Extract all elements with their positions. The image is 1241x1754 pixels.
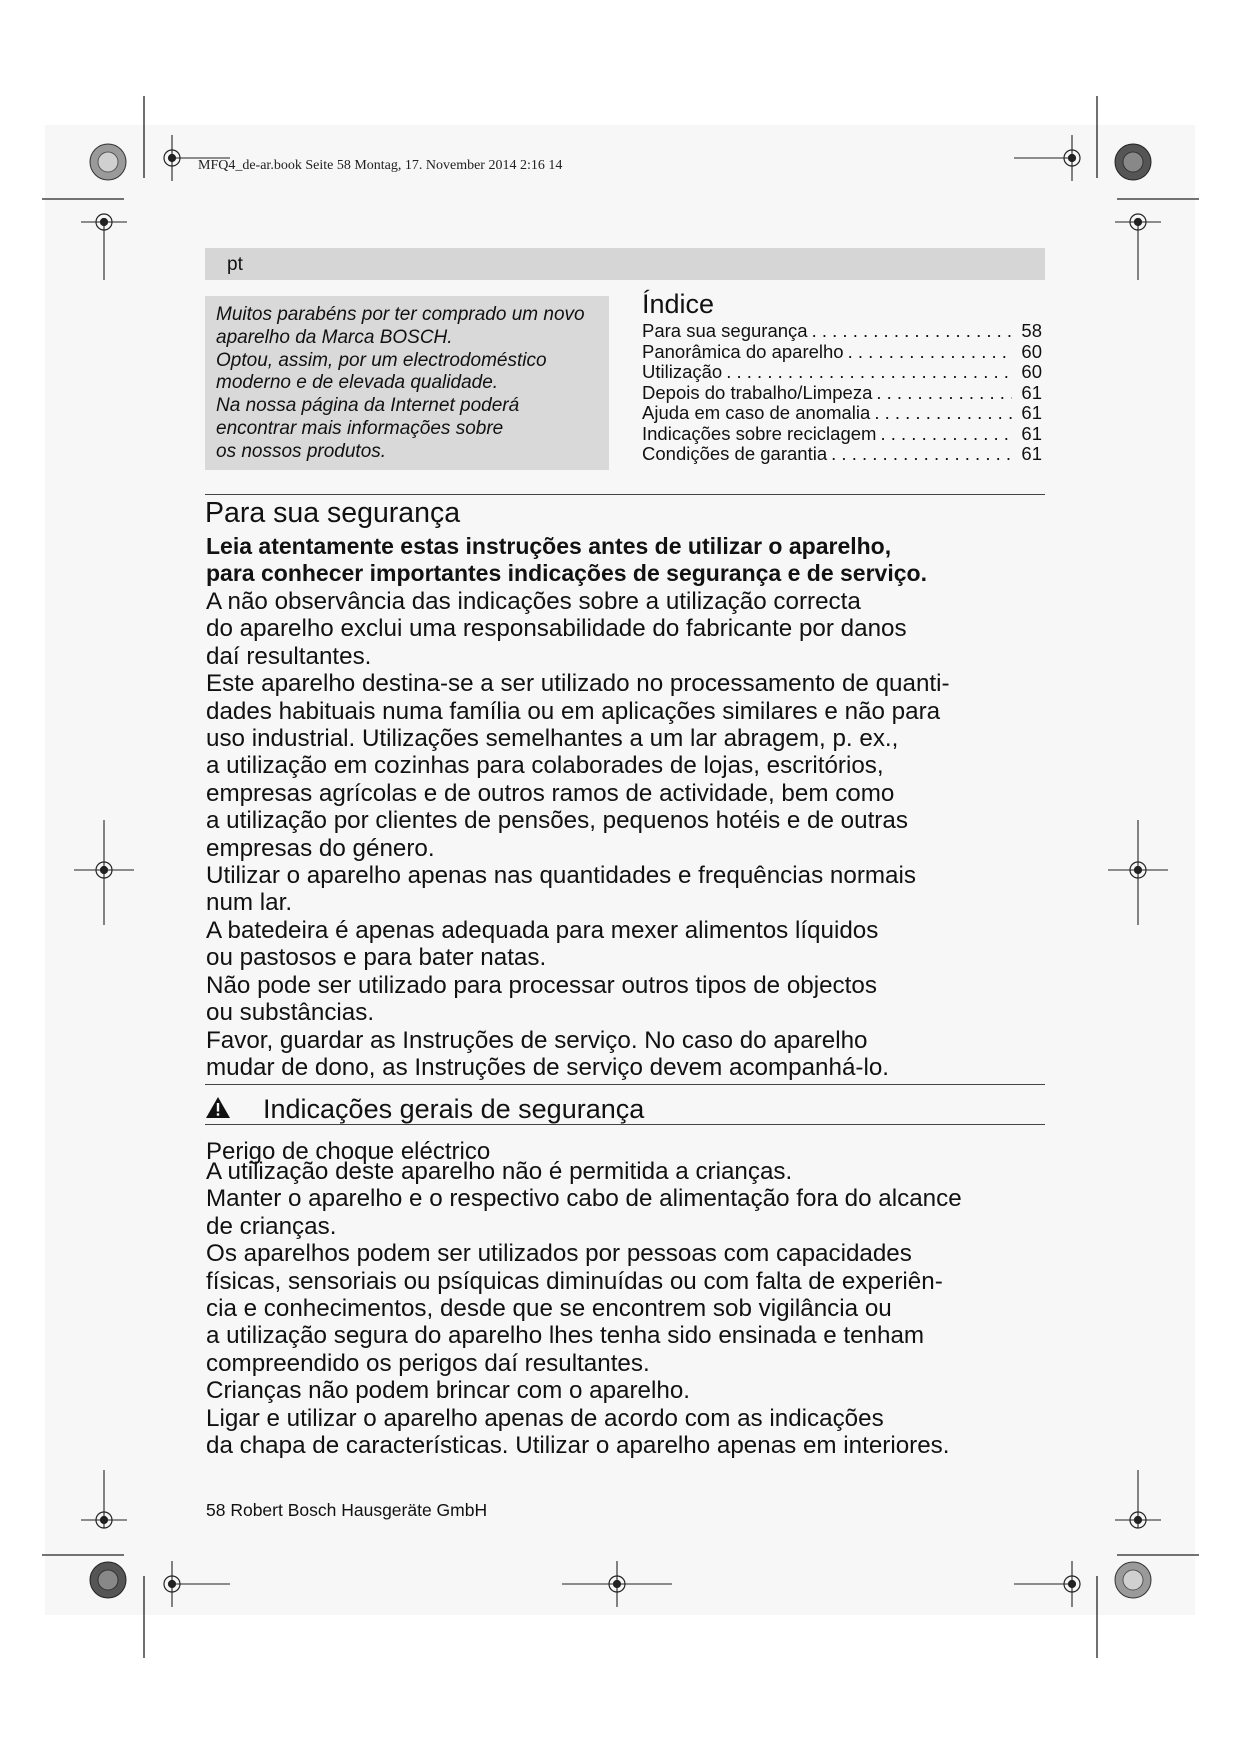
section-title: Para sua segurança: [205, 497, 461, 529]
page-footer: 58 Robert Bosch Hausgeräte GmbH: [206, 1500, 488, 1520]
body-line: ou substâncias.: [206, 999, 375, 1027]
toc-entry[interactable]: [642, 444, 1042, 465]
body-line: cia e conhecimentos, desde que se encontrem sob vigilância ou: [206, 1295, 892, 1323]
toc-entry[interactable]: [642, 362, 1042, 383]
section-divider: [205, 494, 1045, 495]
safety-lead: [206, 533, 1056, 588]
toc-entry[interactable]: [642, 383, 1042, 404]
body-line: a utilização em cozinhas para colaborades de lojas, escritórios,: [206, 752, 884, 780]
intro-line: Optou, assim, por um electrodoméstico: [216, 349, 547, 371]
body-line: físicas, sensoriais ou psíquicas diminuídas ou com falta de experiên-: [206, 1267, 943, 1295]
toc-entry-label: Depois do trabalho/Limpeza: [642, 381, 873, 403]
toc-entry-label: Utilização: [642, 361, 723, 382]
body-line: ou pastosos e para bater natas.: [206, 944, 547, 972]
body-line: compreendido os perigos daí resultantes.: [206, 1349, 650, 1377]
intro-box: [205, 296, 609, 470]
toc-entry-page: 61: [1021, 381, 1042, 403]
body-line: Manter o aparelho e o respectivo cabo de alimentação fora do alcance: [206, 1185, 962, 1213]
body-line: Este aparelho destina-se a ser utilizado no processamento de quanti-: [206, 670, 950, 698]
intro-line: aparelho da Marca BOSCH.: [216, 326, 453, 348]
toc-entry-page: 60: [1021, 340, 1042, 362]
section-divider: [205, 1124, 1045, 1125]
toc-entry-label: Para sua segurança: [642, 320, 808, 341]
lead-line: Leia atentamente estas instruções antes de utilizar o aparelho,: [206, 533, 892, 559]
warning-title: Indicações gerais de segurança: [263, 1094, 645, 1124]
body-line: a utilização por clientes de pensões, pequenos hotéis e de outras: [206, 807, 908, 835]
toc-title: Índice: [642, 289, 715, 319]
body-line: Crianças não podem brincar com o aparelho.: [206, 1377, 691, 1405]
body-line: empresas do género.: [206, 834, 435, 862]
body-line: Ligar e utilizar o aparelho apenas de acordo com as indicações: [206, 1404, 884, 1432]
language-tag: pt: [227, 254, 243, 275]
language-bar: [205, 248, 1045, 280]
toc-entry-label: Ajuda em caso de anomalia: [642, 402, 871, 423]
body-line: dades habituais numa família ou em aplicações similares e não para: [206, 697, 941, 725]
body-line: Utilizar o aparelho apenas nas quantidades e frequências normais: [206, 862, 916, 890]
general-safety-body: [206, 1158, 1056, 1459]
body-line: daí resultantes.: [206, 642, 372, 670]
intro-line: moderno e de elevada qualidade.: [216, 372, 499, 394]
intro-line: os nossos produtos.: [216, 440, 387, 462]
body-line: num lar.: [206, 889, 293, 917]
toc-entry-page: 58: [1021, 320, 1042, 341]
body-line: mudar de dono, as Instruções de serviço devem acompanhá-lo.: [206, 1053, 890, 1081]
lead-line: para conhecer importantes indicações de segurança e de serviço.: [206, 560, 927, 587]
toc-entry-page: 61: [1021, 402, 1042, 423]
section-divider: [205, 1084, 1045, 1085]
body-line: a utilização segura do aparelho lhes tenha sido ensinada e tenham: [206, 1322, 925, 1350]
body-line: Favor, guardar as Instruções de serviço. No caso do aparelho: [206, 1026, 868, 1054]
toc-entry-page: 60: [1021, 361, 1042, 382]
toc-entry-label: Condições de garantia: [642, 443, 828, 464]
intro-line: encontrar mais informações sobre: [216, 417, 504, 439]
toc-entry-label: Indicações sobre reciclagem: [642, 422, 877, 444]
toc-entry[interactable]: [642, 424, 1042, 445]
toc-entry-page: 61: [1021, 422, 1042, 444]
body-line: do aparelho exclui uma responsabilidade do fabricante por danos: [206, 615, 907, 643]
body-line: A utilização deste aparelho não é permitida a crianças.: [206, 1158, 793, 1185]
intro-line: Na nossa página da Internet poderá: [216, 395, 520, 417]
intro-line: Muitos parabéns por ter comprado um novo: [216, 304, 585, 325]
body-line: de crianças.: [206, 1212, 337, 1240]
warning-heading: [205, 1094, 644, 1125]
toc-entry-page: 61: [1021, 443, 1042, 464]
body-line: A não observância das indicações sobre a utilização correcta: [206, 588, 861, 615]
subsection-title: Perigo de choque eléctrico: [206, 1138, 491, 1165]
body-line: A batedeira é apenas adequada para mexer alimentos líquidos: [206, 916, 879, 944]
body-line: Os aparelhos podem ser utilizados por pessoas com capacidades: [206, 1240, 912, 1268]
safety-body: [206, 588, 1056, 1081]
toc-entry[interactable]: [642, 403, 1042, 424]
table-of-contents: [642, 287, 1042, 465]
toc-entry[interactable]: [642, 342, 1042, 363]
warning-triangle-icon: [205, 1096, 231, 1124]
toc-entry-label: Panorâmica do aparelho: [642, 340, 844, 362]
body-line: empresas agrícolas e de outros ramos de actividade, bem como: [206, 779, 895, 807]
toc-entry[interactable]: [642, 321, 1042, 342]
print-header: MFQ4_de-ar.book Seite 58 Montag, 17. November 2014 2:16 14: [198, 158, 563, 173]
body-line: uso industrial. Utilizações semelhantes a um lar abragem, p. ex.,: [206, 725, 899, 753]
body-line: da chapa de características. Utilizar o aparelho apenas em interiores.: [206, 1432, 950, 1460]
body-line: Não pode ser utilizado para processar outros tipos de objectos: [206, 971, 877, 999]
